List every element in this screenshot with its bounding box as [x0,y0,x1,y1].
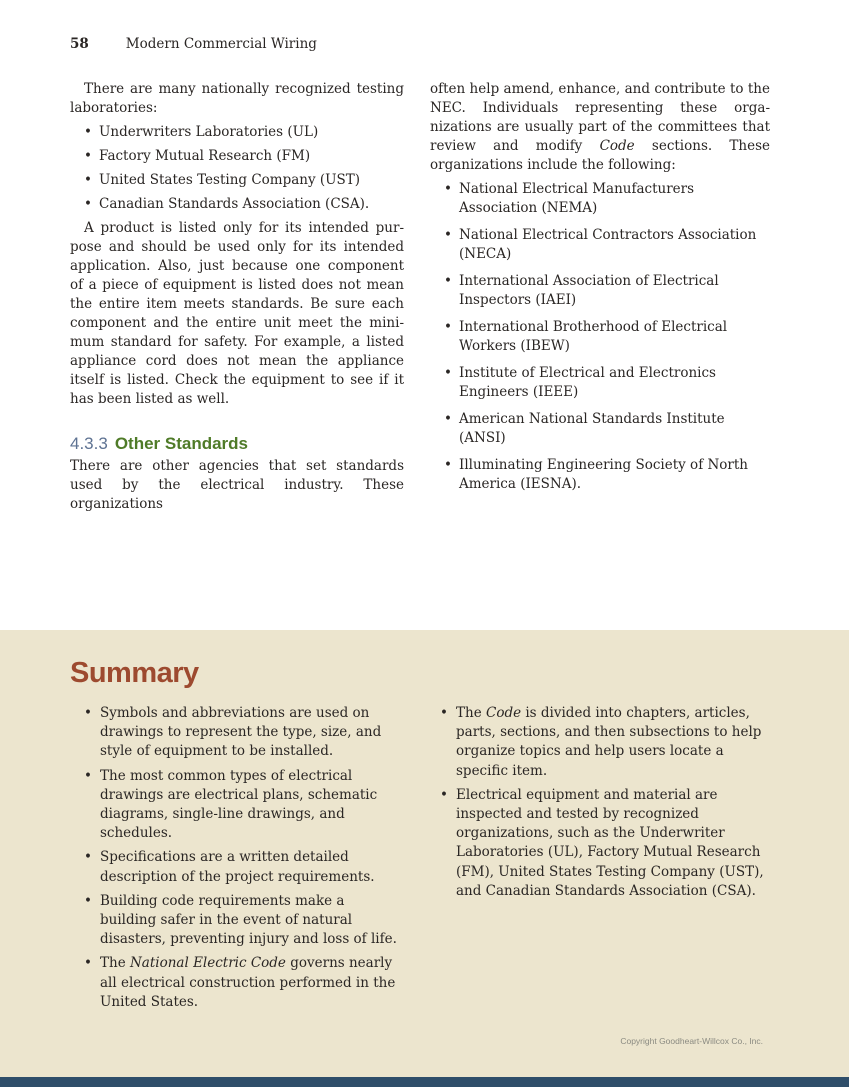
summary-list-left [84,704,400,1012]
summary-column-left [84,704,400,1017]
summary-section [0,630,849,1087]
list-item: • The most common types of electrical drawings are electrical plans, schematic diagrams, single-line drawings, and schedules. [84,767,400,844]
listed-paragraph: A product is listed only for its intended purpose and should be used only for its intended application. Also, just because one component of a piece of equipment is listed does not mean the entire item meets standards. Be sure each component and the entire unit meet the minimum standard for safety. For example, a listed appliance cord does not mean the appliance itself is listed. Check the equipment to see if it has been listed as well. [70,220,404,407]
column-left [70,80,404,514]
list-item: • International Association of Electrical Inspectors (IAEI) [430,272,770,310]
list-item: • International Brotherhood of Electrical Workers (IBEW) [430,318,770,356]
book-title: Modern Commercial Wiring [125,36,317,52]
summary-column-right [440,704,770,906]
list-item: • National Electrical Manufacturers Association (NEMA) [430,180,770,218]
organizations-list [430,180,770,494]
column-right [430,80,770,502]
section-title: Other Standards [114,434,249,453]
list-item: • Illuminating Engineering Society of North America (IESNA). [430,456,770,494]
list-item: • Specifications are a written detailed description of the project requirements. [84,848,400,886]
list-item: • The National Electric Code governs nearly all electrical construction performed in the United States. [84,954,400,1012]
list-item: • National Electrical Contractors Association (NECA) [430,226,770,264]
list-item: • United States Testing Company (UST) [70,171,404,190]
section-number: 4.3.3 [70,434,108,453]
list-item: • Building code requirements make a building safer in the event of natural disasters, preventing injury and loss of life. [84,892,400,950]
page-number: 58 [70,36,89,52]
list-item: • The Code is divided into chapters, articles, parts, sections, and then subsections to help organize topics and help users locate a specific item. [440,704,770,781]
intro-paragraph: There are many nationally recognized testing laboratories: [70,81,404,116]
section-heading [70,434,404,454]
continuation-paragraph: often help amend, enhance, and contribute to the NEC. Individuals representing these organizations are usually part of the committees that review and modify Code sections. These organizations include the following: [430,81,771,173]
list-item: • Factory Mutual Research (FM) [70,147,404,166]
section-paragraph: There are other agencies that set standards used by the electrical industry. These organizations [70,458,404,512]
footer-bar [0,1077,849,1087]
list-item: • Underwriters Laboratories (UL) [70,123,404,142]
summary-title: Summary [70,657,199,689]
list-item: • Canadian Standards Association (CSA). [70,195,404,214]
list-item: • Symbols and abbreviations are used on drawings to represent the type, size, and style of equipment to be installed. [84,704,400,762]
list-item: • Electrical equipment and material are inspected and tested by recognized organizations, such as the Underwriter Laboratories (UL), Factory Mutual Research (FM), United States Testing Company (UST), and Canadian Standards Association (CSA). [440,786,770,901]
testing-labs-list [70,123,404,214]
list-item: • Institute of Electrical and Electronics Engineers (IEEE) [430,364,770,402]
copyright-notice: Copyright Goodheart-Willcox Co., Inc. [620,1036,763,1046]
page-header [70,36,317,52]
summary-list-right [440,704,770,901]
list-item: • American National Standards Institute (ANSI) [430,410,770,448]
